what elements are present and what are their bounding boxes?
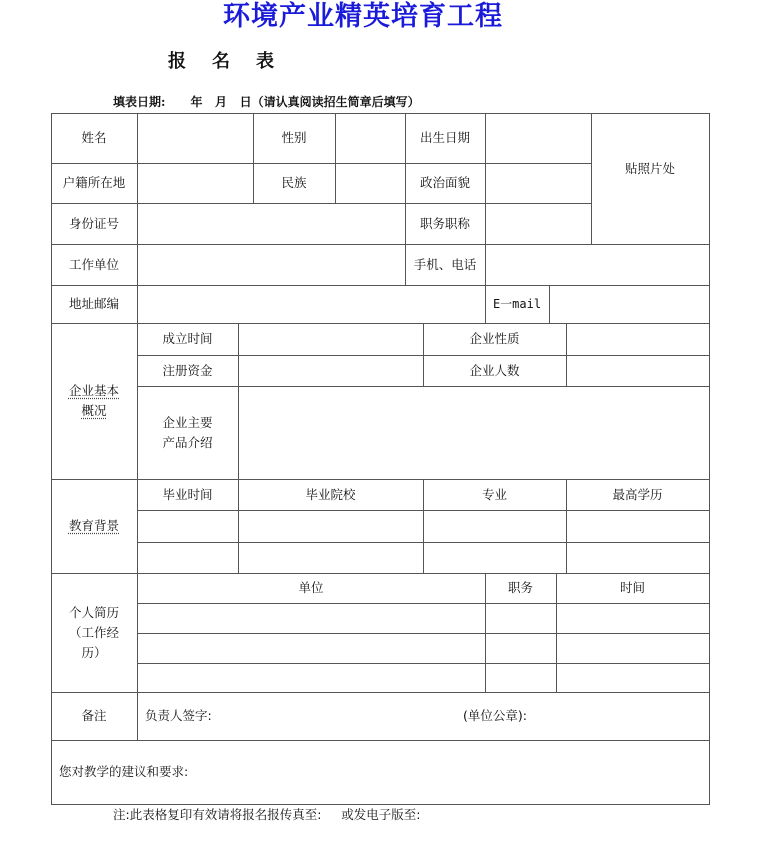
resume-cell[interactable] — [485, 663, 556, 692]
company-section-label — [51, 323, 137, 479]
job-title-label: 职务职称 — [419, 215, 470, 231]
fill-date-line: 填表日期: 年 月 日（请认真阅读招生简章后填写） — [113, 95, 420, 109]
nature-label: 企业性质 — [469, 331, 520, 346]
resume-cell[interactable] — [485, 603, 556, 633]
birth-date-label: 出生日期 — [419, 130, 470, 145]
education-cell[interactable] — [238, 542, 423, 573]
resume-cell[interactable] — [485, 633, 556, 663]
resume-header-position: 职务 — [507, 580, 533, 595]
resume-header-time: 时间 — [619, 580, 645, 595]
founded-field[interactable] — [238, 323, 423, 355]
education-section-label — [51, 479, 137, 573]
education-header-graduation-time: 毕业时间 — [162, 486, 213, 502]
table-border-bottom — [51, 804, 710, 805]
resume-section-label — [51, 573, 137, 692]
products-label-line2: 产品介绍 — [162, 434, 213, 450]
resume-section-label-line2: （工作经 — [68, 624, 119, 640]
signature-label: 负责人签字: — [145, 708, 212, 723]
remarks-label: 备注 — [81, 708, 107, 723]
education-cell[interactable] — [423, 510, 566, 542]
hukou-label: 户籍所在地 — [62, 175, 126, 190]
ethnicity-field[interactable] — [335, 163, 405, 203]
education-cell[interactable] — [566, 510, 709, 542]
founded-label: 成立时间 — [162, 331, 213, 346]
political-label: 政治面貌 — [419, 175, 470, 190]
table-border-right — [709, 113, 710, 804]
suggestions-field[interactable] — [51, 740, 709, 804]
seal-label: (单位公章): — [463, 708, 527, 723]
nature-field[interactable] — [566, 323, 709, 355]
education-cell[interactable] — [238, 510, 423, 542]
photo-placeholder: 贴照片处 — [624, 161, 675, 176]
employer-label: 工作单位 — [68, 256, 119, 272]
education-cell[interactable] — [137, 510, 238, 542]
name-label: 姓名 — [81, 130, 107, 145]
resume-cell[interactable] — [137, 663, 485, 692]
capital-field[interactable] — [238, 355, 423, 386]
education-cell[interactable] — [137, 542, 238, 573]
address-field[interactable] — [137, 285, 485, 323]
education-header-school: 毕业院校 — [305, 486, 356, 502]
job-title-field[interactable] — [485, 203, 591, 244]
footer-note: 注:此表格复印有效请将报名报传真至: 或发电子版至: — [113, 807, 421, 822]
political-field[interactable] — [485, 163, 591, 203]
employees-label: 企业人数 — [469, 362, 520, 378]
company-section-label-line2: 概况 — [81, 403, 107, 418]
hukou-field[interactable] — [137, 163, 253, 203]
address-label: 地址邮编 — [68, 296, 119, 311]
birth-date-field[interactable] — [485, 113, 591, 163]
employees-field[interactable] — [566, 355, 709, 386]
ethnicity-label: 民族 — [281, 175, 307, 190]
page-title: 环境产业精英培育工程 — [223, 1, 503, 32]
suggestions-label: 您对教学的建议和要求: — [59, 764, 189, 779]
products-field[interactable] — [238, 386, 709, 479]
email-field[interactable] — [549, 285, 709, 323]
education-section-label-text: 教育背景 — [68, 518, 119, 533]
resume-header-employer: 单位 — [298, 580, 324, 595]
resume-cell[interactable] — [556, 603, 709, 633]
education-cell[interactable] — [566, 542, 709, 573]
phone-field[interactable] — [485, 244, 709, 285]
education-header-degree: 最高学历 — [612, 486, 663, 502]
name-field[interactable] — [137, 113, 253, 163]
gender-label: 性别 — [281, 130, 307, 145]
education-cell[interactable] — [423, 542, 566, 573]
resume-cell[interactable] — [137, 633, 485, 663]
education-header-major: 专业 — [481, 486, 507, 502]
gender-field[interactable] — [335, 113, 405, 163]
resume-cell[interactable] — [556, 663, 709, 692]
resume-section-label-line3: 历） — [81, 644, 107, 660]
employer-field[interactable] — [137, 244, 405, 285]
id-number-label: 身份证号 — [68, 215, 119, 231]
company-section-label-line1: 企业基本 — [68, 383, 119, 398]
email-label: E一mail — [492, 297, 542, 311]
phone-label: 手机、电话 — [413, 256, 477, 272]
resume-section-label-line1: 个人简历 — [68, 604, 119, 620]
products-label-line1: 企业主要 — [162, 414, 213, 430]
resume-cell[interactable] — [556, 633, 709, 663]
form-subtitle: 报名表 — [168, 51, 300, 72]
products-label — [137, 386, 238, 479]
resume-cell[interactable] — [137, 603, 485, 633]
capital-label: 注册资金 — [162, 362, 213, 378]
id-number-field[interactable] — [137, 203, 405, 244]
